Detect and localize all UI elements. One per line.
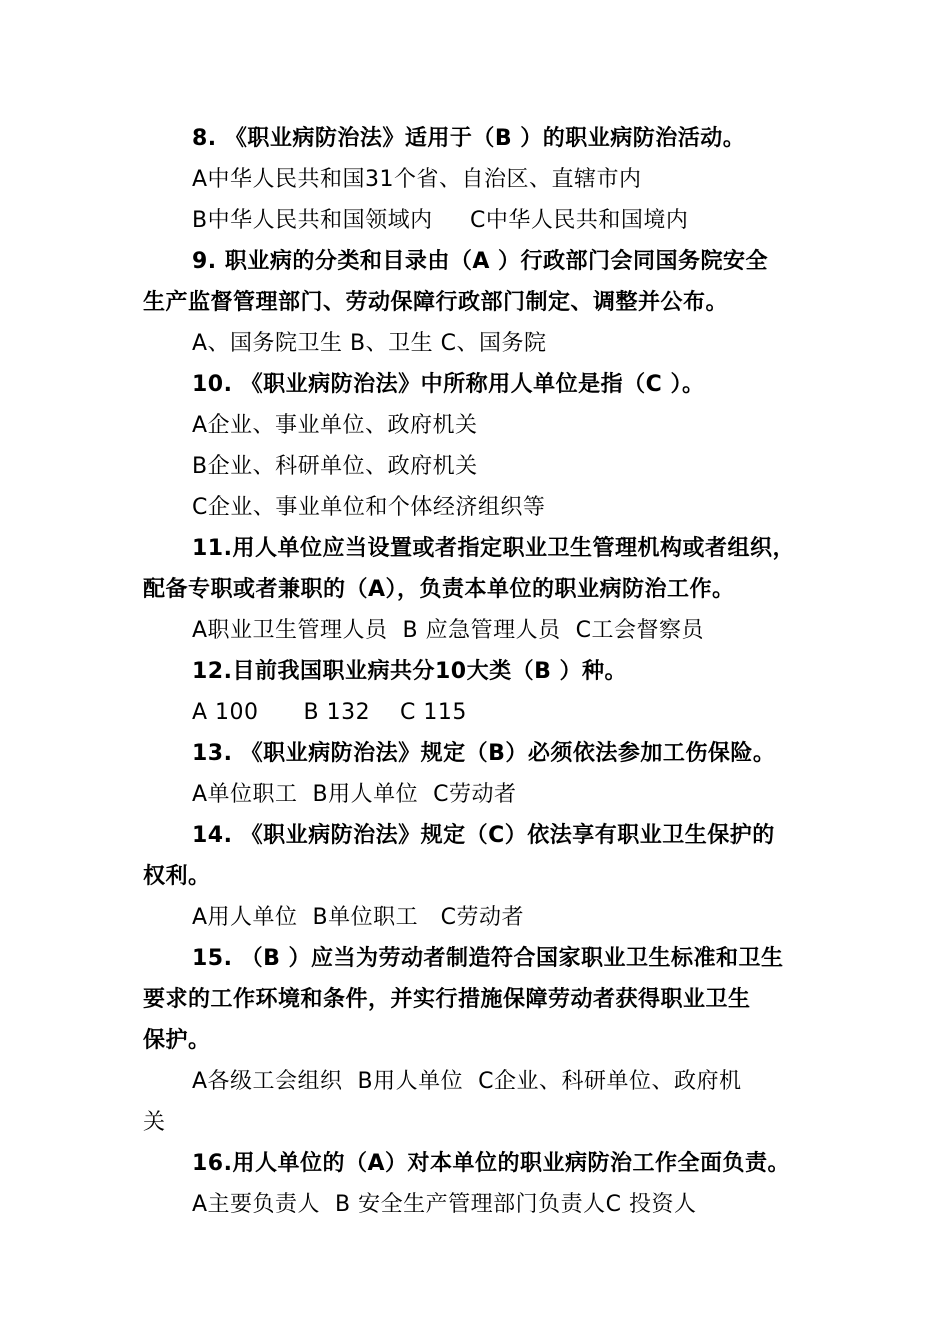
question-8-option-line: B中华人民共和国领域内 C中华人民共和国境内 xyxy=(192,208,689,233)
question-8-stem-line: 8. 《职业病防治法》适用于（B ）的职业病防治活动。 xyxy=(192,126,746,151)
question-15-stem-line: 15. （B ）应当为劳动者制造符合国家职业卫生标准和卫生 xyxy=(192,946,784,971)
question-10-stem-line: 10. 《职业病防治法》中所称用人单位是指（C ）。 xyxy=(192,372,705,397)
question-12-stem-line: 12.目前我国职业病共分10大类（B ）种。 xyxy=(192,659,628,684)
question-16-option-line: A主要负责人 B 安全生产管理部门负责人C 投资人 xyxy=(192,1192,697,1217)
question-15-option-line: A各级工会组织 B用人单位 C企业、科研单位、政府机 xyxy=(192,1069,742,1094)
question-15-stem-line: 保护。 xyxy=(143,1028,211,1053)
question-10-option-line: C企业、事业单位和个体经济组织等 xyxy=(192,495,546,520)
question-11-stem-line: 配备专职或者兼职的（A），负责本单位的职业病防治工作。 xyxy=(143,577,735,602)
question-11-option-line: A职业卫生管理人员 B 应急管理人员 C工会督察员 xyxy=(192,618,704,643)
question-9-option-line: A、国务院卫生 B、卫生 C、国务院 xyxy=(192,331,547,356)
question-15-stem-line: 要求的工作环境和条件，并实行措施保障劳动者获得职业卫生 xyxy=(143,987,751,1012)
question-8-option-line: A中华人民共和国31个省、自治区、直辖市内 xyxy=(192,167,642,192)
question-14-option-line: A用人单位 B单位职工 C劳动者 xyxy=(192,905,524,930)
question-15-option-line: 关 xyxy=(143,1110,166,1135)
question-13-option-line: A单位职工 B用人单位 C劳动者 xyxy=(192,782,517,807)
question-16-stem-line: 16.用人单位的（A）对本单位的职业病防治工作全面负责。 xyxy=(192,1151,791,1176)
question-11-stem-line: 11.用人单位应当设置或者指定职业卫生管理机构或者组织， xyxy=(192,536,795,561)
question-14-stem-line: 14. 《职业病防治法》规定（C）依法享有职业卫生保护的 xyxy=(192,823,775,848)
question-12-option-line: A 100 B 132 C 115 xyxy=(192,700,467,725)
question-9-stem-line: 9. 职业病的分类和目录由（A ）行政部门会同国务院安全 xyxy=(192,249,769,274)
question-13-stem-line: 13. 《职业病防治法》规定（B）必须依法参加工伤保险。 xyxy=(192,741,776,766)
question-9-stem-line: 生产监督管理部门、劳动保障行政部门制定、调整并公布。 xyxy=(143,290,729,315)
question-14-stem-line: 权利。 xyxy=(143,864,211,889)
question-10-option-line: A企业、事业单位、政府机关 xyxy=(192,413,478,438)
document-page xyxy=(0,118,950,1225)
question-10-option-line: B企业、科研单位、政府机关 xyxy=(192,454,478,479)
